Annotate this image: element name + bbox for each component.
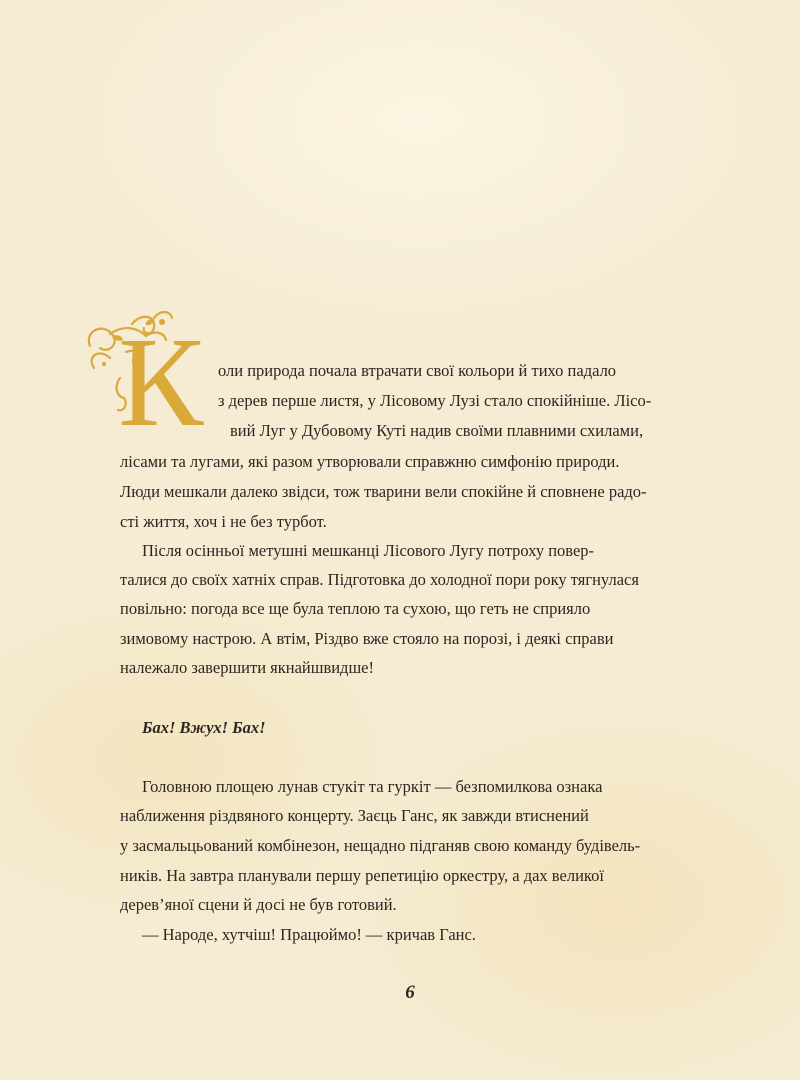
text-line: вий Луг у Дубовому Куті надив своїми плавними схилами, bbox=[230, 421, 644, 440]
text-line: належало завершити якнайшвидше! bbox=[120, 658, 374, 677]
text-line: лісами та лугами, які разом утворювали справжню симфонію природи. bbox=[120, 452, 620, 471]
text-line: з дерев перше листя, у Лісовому Лузі стало спокійніше. Лісо- bbox=[218, 391, 652, 410]
text-line: сті життя, хоч і не без турбот. bbox=[120, 512, 327, 531]
dialogue-line: — Народе, хутчіш! Працюймо! — кричав Ганс. bbox=[142, 925, 476, 944]
text-line: талися до своїх хатніх справ. Підготовка до холодної пори року тягнулася bbox=[120, 570, 639, 589]
text-line: оли природа почала втрачати свої кольори й тихо падало bbox=[218, 361, 617, 380]
text-line: у засмальцьований комбінезон, нещадно підганяв свою команду будівель- bbox=[120, 836, 641, 855]
text-line: дерев’яної сцени й досі не був готовий. bbox=[120, 895, 397, 914]
text-line: ників. На завтра планували першу репетицію оркестру, а дах великої bbox=[120, 866, 604, 885]
text-line: Люди мешкали далеко звідси, тож тварини вели спокійне й сповнене радо- bbox=[120, 482, 647, 501]
onomatopoeia-line: Бах! Вжух! Бах! bbox=[142, 718, 266, 737]
drop-cap: К bbox=[118, 311, 204, 453]
text-line: повільно: погода все ще була теплою та сухою, що геть не сприяло bbox=[120, 599, 591, 618]
page-number: 6 bbox=[405, 982, 415, 1003]
text-line: зимовому настрою. А втім, Різдво вже стояло на порозі, і деякі справи bbox=[120, 629, 614, 648]
text-line: Головною площею лунав стукіт та гуркіт — безпомилкова ознака bbox=[142, 777, 603, 796]
text-line: Після осінньої метушні мешканці Лісового Лугу потроху повер- bbox=[142, 541, 595, 560]
text-line: наближення різдвяного концерту. Заєць Ганс, як завжди втиснений bbox=[120, 806, 589, 825]
